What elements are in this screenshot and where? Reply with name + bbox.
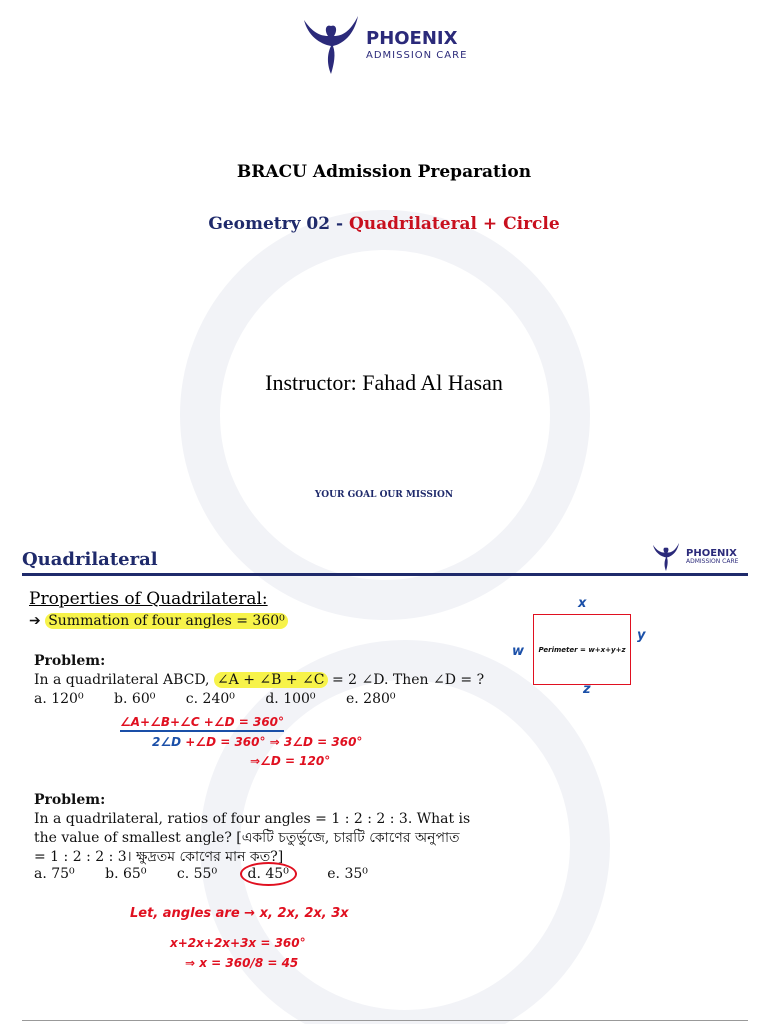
phoenix-icon bbox=[302, 14, 360, 76]
option: e. 280⁰ bbox=[345, 691, 396, 707]
text: = 2 ∠D. Then ∠D = ? bbox=[327, 672, 485, 688]
logo bbox=[302, 14, 467, 76]
handwritten-note: ∠A+∠B+∠C +∠D = 360° bbox=[120, 715, 284, 732]
problem2-options bbox=[34, 866, 394, 886]
option: c. 55⁰ bbox=[176, 866, 218, 882]
heading-rule bbox=[22, 573, 748, 576]
logo-name: PHOENIX bbox=[366, 27, 458, 49]
option: b. 65⁰ bbox=[105, 866, 147, 882]
logo-tagline: ADMISSION CARE bbox=[366, 49, 468, 61]
text: In a quadrilateral ABCD, bbox=[34, 672, 214, 688]
note-part: 2∠D bbox=[152, 735, 182, 749]
side-label-top: x bbox=[578, 596, 587, 611]
property-text: Summation of four angles = 360⁰ bbox=[45, 613, 288, 629]
handwritten-note: ⇒∠D = 120° bbox=[250, 754, 331, 768]
perimeter-note: Perimeter = w+x+y+z bbox=[538, 645, 626, 654]
watermark bbox=[180, 210, 590, 620]
footer-rule bbox=[22, 1020, 748, 1021]
side-label-right: y bbox=[637, 628, 646, 643]
option: e. 35⁰ bbox=[327, 866, 368, 882]
rectangle-diagram bbox=[533, 614, 631, 685]
option: d. 100⁰ bbox=[265, 691, 316, 707]
option-selected: d. 45⁰ bbox=[240, 862, 297, 886]
motto: YOUR GOAL OUR MISSION bbox=[314, 490, 454, 500]
side-label-bottom: z bbox=[583, 682, 591, 697]
handwritten-note: ⇒ x = 360/8 = 45 bbox=[185, 956, 299, 970]
properties-title: Properties of Quadrilateral: bbox=[29, 589, 268, 609]
handwritten-note bbox=[152, 735, 362, 749]
highlighted-text: ∠A + ∠B + ∠C bbox=[214, 672, 328, 688]
slide-heading: Quadrilateral bbox=[22, 549, 158, 570]
problem1-text bbox=[34, 672, 484, 688]
option: a. 75⁰ bbox=[34, 866, 75, 882]
property-item bbox=[29, 613, 288, 629]
option: a. 120⁰ bbox=[34, 691, 84, 707]
logo-name: PHOENIX bbox=[686, 548, 737, 559]
problem-label: Problem: bbox=[34, 653, 106, 669]
option: b. 60⁰ bbox=[114, 691, 156, 707]
problem-label: Problem: bbox=[34, 792, 106, 808]
phoenix-icon bbox=[652, 542, 680, 572]
note-part: +∠D = 360° ⇒ 3∠D = 360° bbox=[181, 735, 363, 749]
subtitle-topic: Quadrilateral + Circle bbox=[348, 214, 560, 234]
slide-logo bbox=[652, 542, 738, 572]
instructor: Instructor: Fahad Al Hasan bbox=[265, 370, 503, 395]
cover-title: BRACU Admission Preparation bbox=[236, 162, 532, 182]
side-label-left: w bbox=[512, 644, 525, 659]
cover-subtitle bbox=[0, 214, 768, 234]
problem1-options bbox=[34, 691, 422, 707]
handwritten-note: Let, angles are → x, 2x, 2x, 3x bbox=[130, 906, 349, 921]
problem2-text: In a quadrilateral, ratios of four angles = 1 : 2 : 2 : 3. What is the value of smallest angle? [একটি চতুর্ভুজে, চারটি কোণের অনুপাত = 1 : 2 : 2 : 3। ক্ষুদ্রতম কোণের মান কত?] bbox=[34, 811, 471, 865]
option: c. 240⁰ bbox=[185, 691, 235, 707]
subtitle-prefix: Geometry 02 - bbox=[208, 214, 349, 234]
arrow-icon: ➔ bbox=[29, 613, 41, 629]
handwritten-note: x+2x+2x+3x = 360° bbox=[170, 936, 306, 950]
logo-tagline: ADMISSION CARE bbox=[686, 558, 739, 565]
